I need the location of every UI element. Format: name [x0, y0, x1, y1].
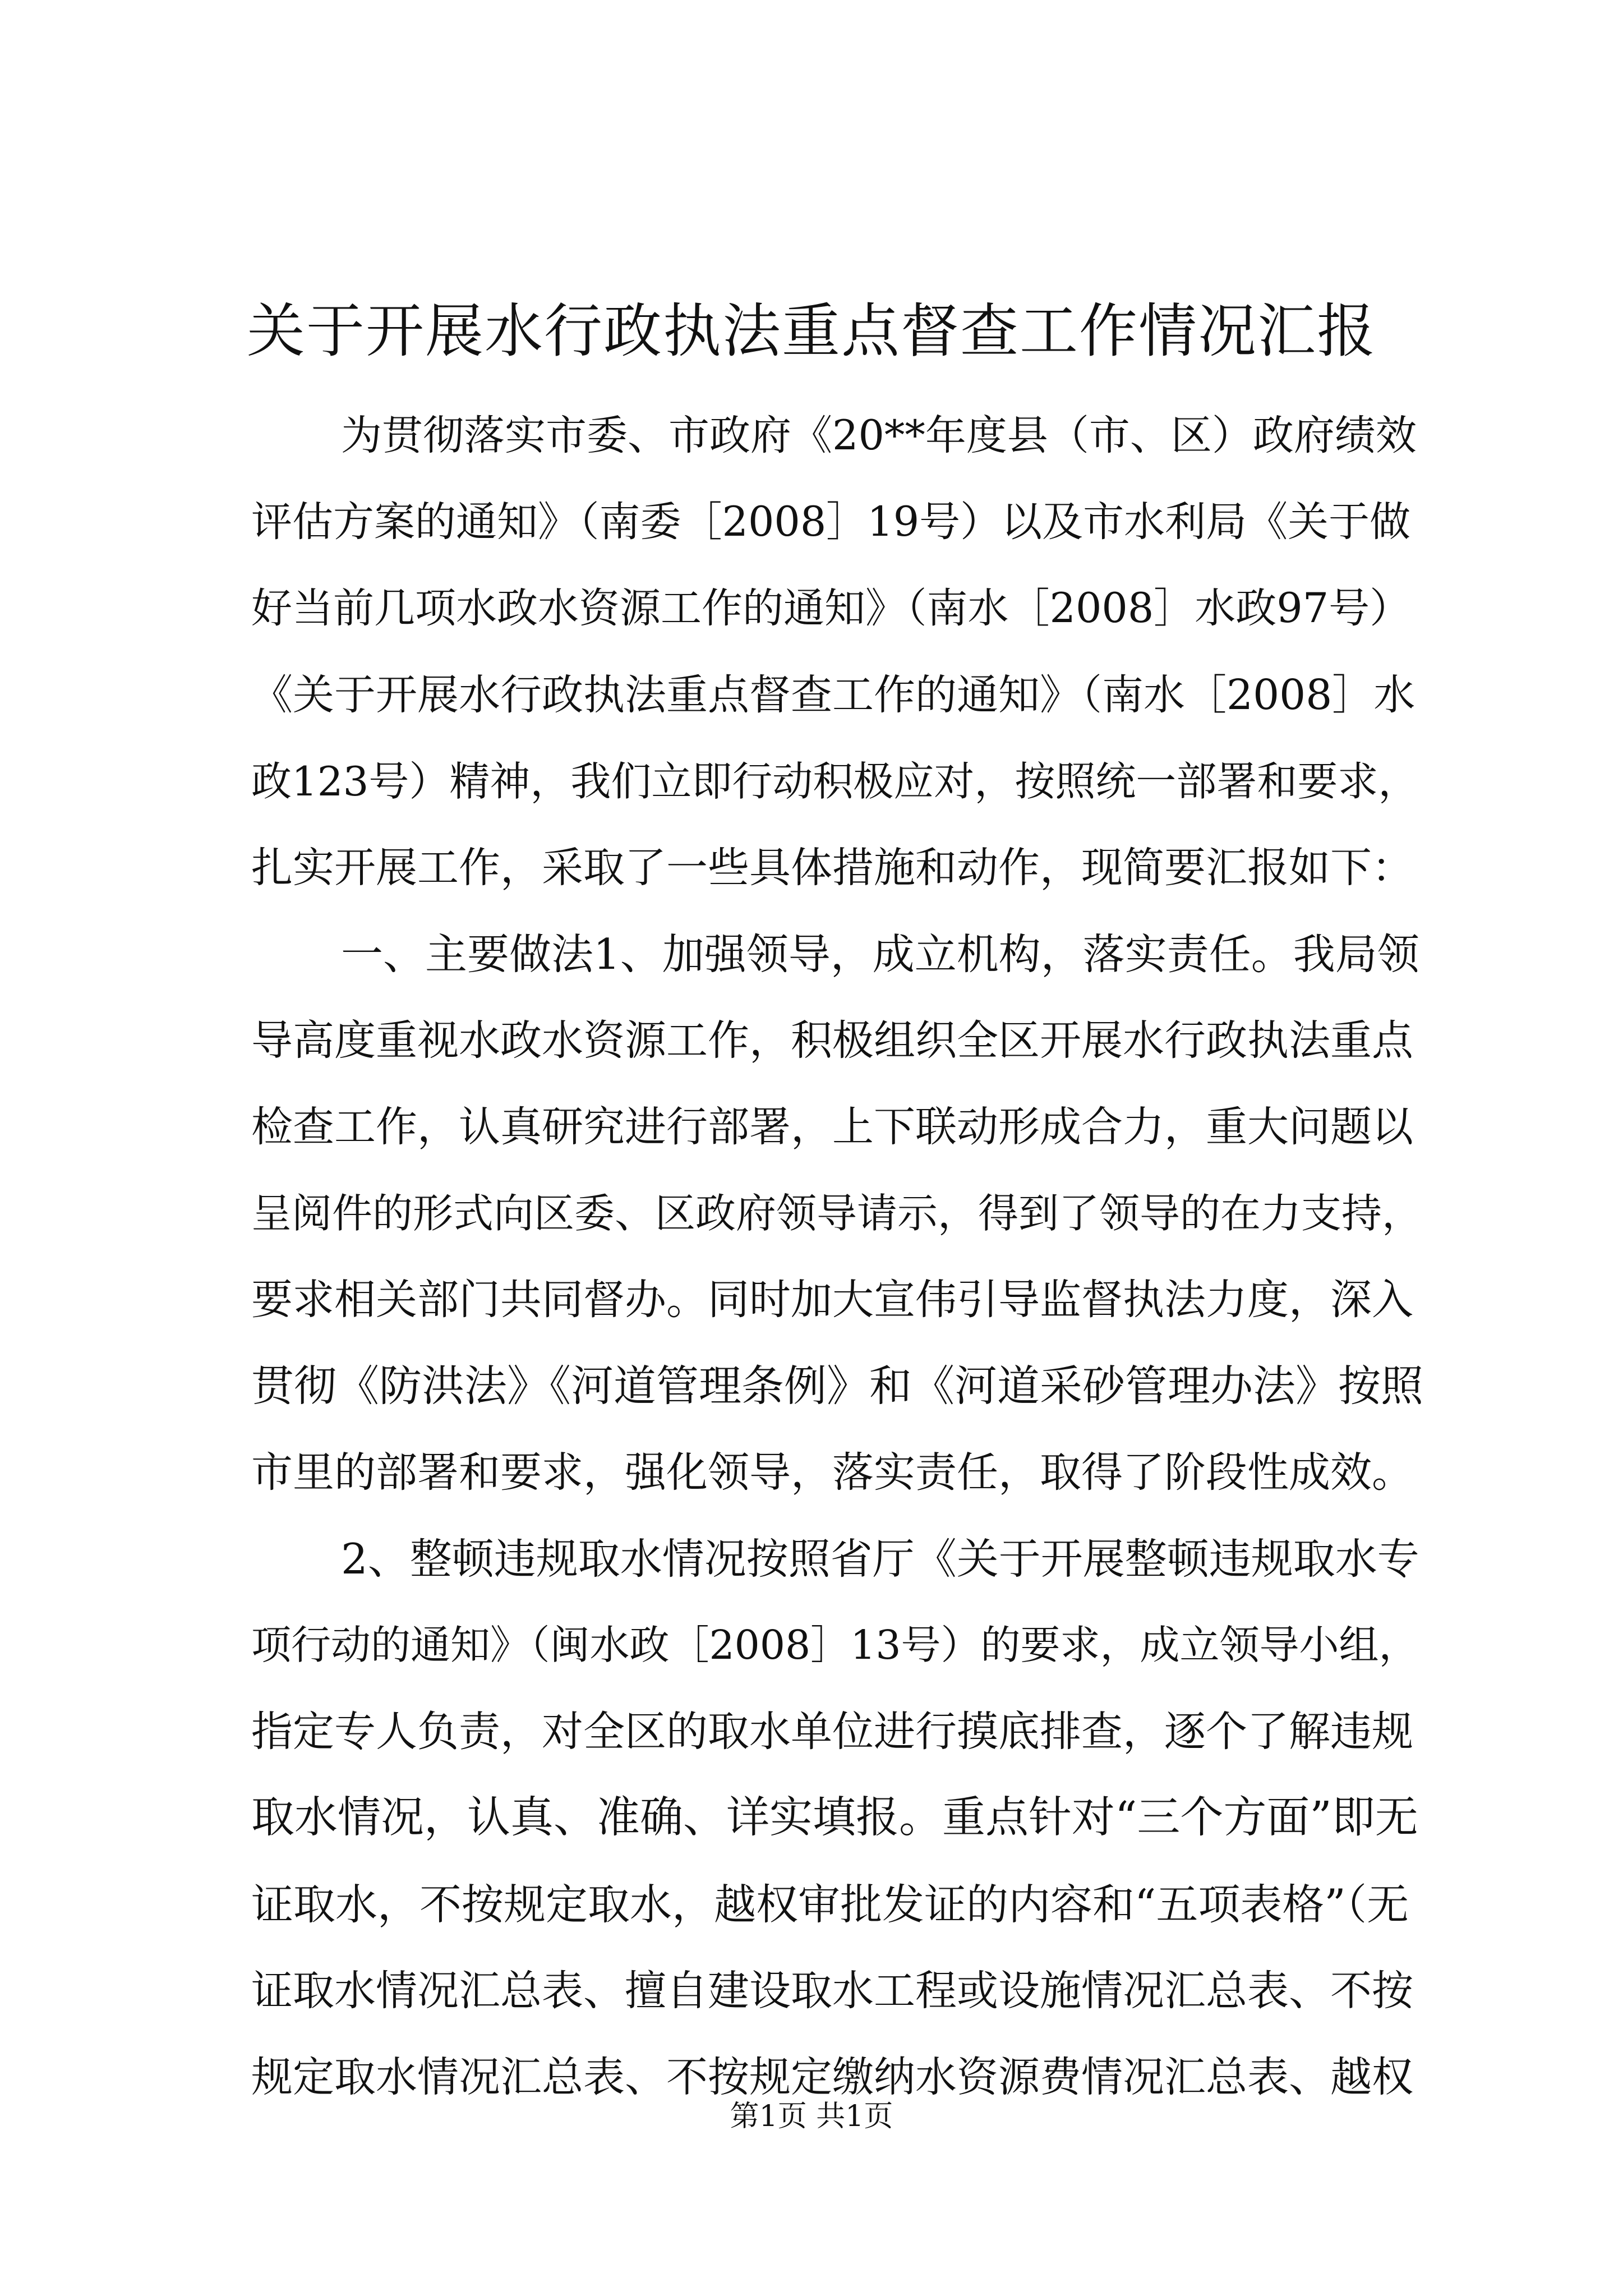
paragraph-line: 规定取水情况汇总表、不按规定缴纳水资源费情况汇总表、越权 — [251, 2053, 1413, 2101]
document-title: 关于开展水行政执法重点督查工作情况汇报 — [246, 297, 1376, 365]
paragraph-line: 证取水，不按规定取水，越权审批发证的内容和“五项表格”（无 — [251, 1880, 1409, 1929]
paragraph-line: 扎实开展工作，采取了一些具体措施和动作，现简要汇报如下： — [251, 844, 1413, 892]
paragraph-line: 市里的部署和要求，强化领导，落实责任，取得了阶段性成效。 — [251, 1448, 1413, 1497]
document-body — [251, 393, 1423, 2120]
paragraph-line: 2、整顿违规取水情况按照省厅《关于开展整顿违规取水专 — [341, 1534, 1419, 1584]
paragraph-line: 一、主要做法1、加强领导，成立机构，落实责任。我局领 — [341, 930, 1419, 979]
paragraph-line: 项行动的通知》（闽水政［2008］13号）的要求，成立领导小组， — [251, 1622, 1419, 1668]
paragraph-line: 为贯彻落实市委、市政府《20**年度县（市、区）政府绩效 — [341, 412, 1417, 459]
paragraph-line: 好当前几项水政水资源工作的通知》（南水［2008］水政97号） — [251, 585, 1411, 632]
paragraph-line: 要求相关部门共同督办。同时加大宣伟引导监督执法力度，深入 — [251, 1276, 1413, 1324]
paragraph-line: 指定专人负责，对全区的取水单位进行摸底排查，逐个了解违规 — [251, 1708, 1413, 1756]
paragraph-line: 呈阅件的形式向区委、区政府领导请示，得到了领导的在力支持， — [251, 1190, 1423, 1237]
paragraph-line: 贯彻《防洪法》《河道管理条例》和《河道采砂管理办法》按照 — [251, 1361, 1423, 1411]
paragraph-line: 导高度重视水政水资源工作，积极组织全区开展水行政执法重点 — [251, 1016, 1413, 1065]
paragraph-line: 评估方案的通知》（南委［2008］19号）以及市水利局《关于做 — [251, 498, 1411, 546]
paragraph-line: 检查工作，认真研究进行部署，上下联动形成合力，重大问题以 — [251, 1103, 1413, 1151]
paragraph-line: 《关于开展水行政执法重点督查工作的通知》（南水［2008］水 — [251, 671, 1415, 719]
paragraph-line: 证取水情况汇总表、擅自建设取水工程或设施情况汇总表、不按 — [251, 1967, 1413, 2015]
page-number-footer: 第1页 共1页 — [730, 2100, 893, 2133]
paragraph-line: 政123号）精神，我们立即行动积极应对，按照统一部署和要求， — [251, 758, 1419, 805]
paragraph-line: 取水情况，认真、准确、详实填报。重点针对“三个方面”即无 — [251, 1793, 1418, 1843]
